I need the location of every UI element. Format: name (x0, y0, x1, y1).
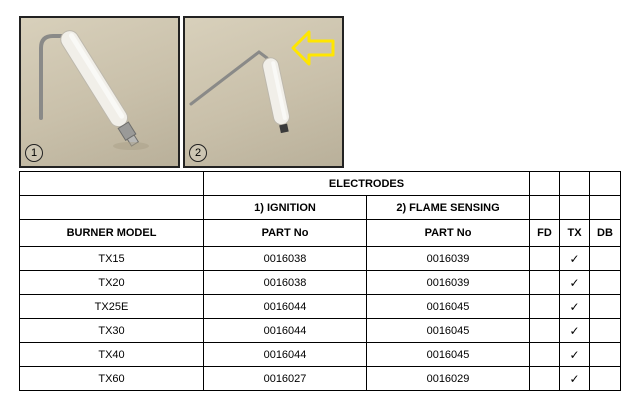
tx-checkmark-cell: ✓ (560, 319, 590, 343)
burner-model-cell: TX25E (20, 295, 204, 319)
db-cell (590, 247, 621, 271)
ignition-part-cell: 0016038 (204, 271, 367, 295)
table-header-row-2 (20, 196, 621, 220)
tx-header: TX (560, 220, 590, 247)
table-row (20, 295, 621, 319)
tx-checkmark-cell: ✓ (560, 343, 590, 367)
fd-cell (530, 319, 560, 343)
electrodes-group-header: ELECTRODES (204, 172, 530, 196)
empty-header-cell (590, 196, 621, 220)
table-row (20, 343, 621, 367)
empty-header-cell (530, 172, 560, 196)
tx-checkmark-cell: ✓ (560, 367, 590, 391)
photo-number-badge: 2 (189, 144, 207, 162)
empty-header-cell (20, 172, 204, 196)
fd-cell (530, 343, 560, 367)
db-cell (590, 319, 621, 343)
flame-sensing-column-header: 2) FLAME SENSING (367, 196, 530, 220)
table-header-row-1 (20, 172, 621, 196)
ignition-part-cell: 0016044 (204, 343, 367, 367)
burner-model-cell: TX30 (20, 319, 204, 343)
empty-header-cell (530, 196, 560, 220)
tx-checkmark-cell: ✓ (560, 271, 590, 295)
empty-header-cell (20, 196, 204, 220)
ignition-electrode-image (21, 18, 178, 166)
table-header-row-3 (20, 220, 621, 247)
db-cell (590, 295, 621, 319)
yellow-arrow-icon (293, 32, 333, 64)
burner-model-cell: TX60 (20, 367, 204, 391)
burner-model-header: BURNER MODEL (20, 220, 204, 247)
fd-cell (530, 271, 560, 295)
tx-checkmark-cell: ✓ (560, 295, 590, 319)
empty-header-cell (590, 172, 621, 196)
db-cell (590, 367, 621, 391)
ignition-part-cell: 0016044 (204, 319, 367, 343)
flame-part-cell: 0016029 (367, 367, 530, 391)
burner-model-cell: TX20 (20, 271, 204, 295)
fd-cell (530, 295, 560, 319)
table-row (20, 367, 621, 391)
ignition-column-header: 1) IGNITION (204, 196, 367, 220)
flame-sensing-electrode-photo (183, 16, 344, 168)
flame-part-cell: 0016039 (367, 271, 530, 295)
ignition-electrode-photo (19, 16, 180, 168)
tx-checkmark-cell: ✓ (560, 247, 590, 271)
flame-part-cell: 0016045 (367, 319, 530, 343)
ignition-part-no-header: PART No (204, 220, 367, 247)
photo-number-badge: 1 (25, 144, 43, 162)
table-row (20, 319, 621, 343)
table-row (20, 271, 621, 295)
ignition-part-cell: 0016038 (204, 247, 367, 271)
burner-model-cell: TX15 (20, 247, 204, 271)
db-cell (590, 343, 621, 367)
db-header: DB (590, 220, 621, 247)
ignition-part-cell: 0016044 (204, 295, 367, 319)
fd-header: FD (530, 220, 560, 247)
db-cell (590, 271, 621, 295)
ignition-part-cell: 0016027 (204, 367, 367, 391)
table-row (20, 247, 621, 271)
electrode-parts-table (19, 171, 621, 391)
flame-sensing-electrode-image (185, 18, 342, 166)
empty-header-cell (560, 196, 590, 220)
fd-cell (530, 367, 560, 391)
empty-header-cell (560, 172, 590, 196)
flame-part-no-header: PART No (367, 220, 530, 247)
fd-cell (530, 247, 560, 271)
flame-part-cell: 0016045 (367, 295, 530, 319)
burner-model-cell: TX40 (20, 343, 204, 367)
flame-part-cell: 0016039 (367, 247, 530, 271)
flame-part-cell: 0016045 (367, 343, 530, 367)
